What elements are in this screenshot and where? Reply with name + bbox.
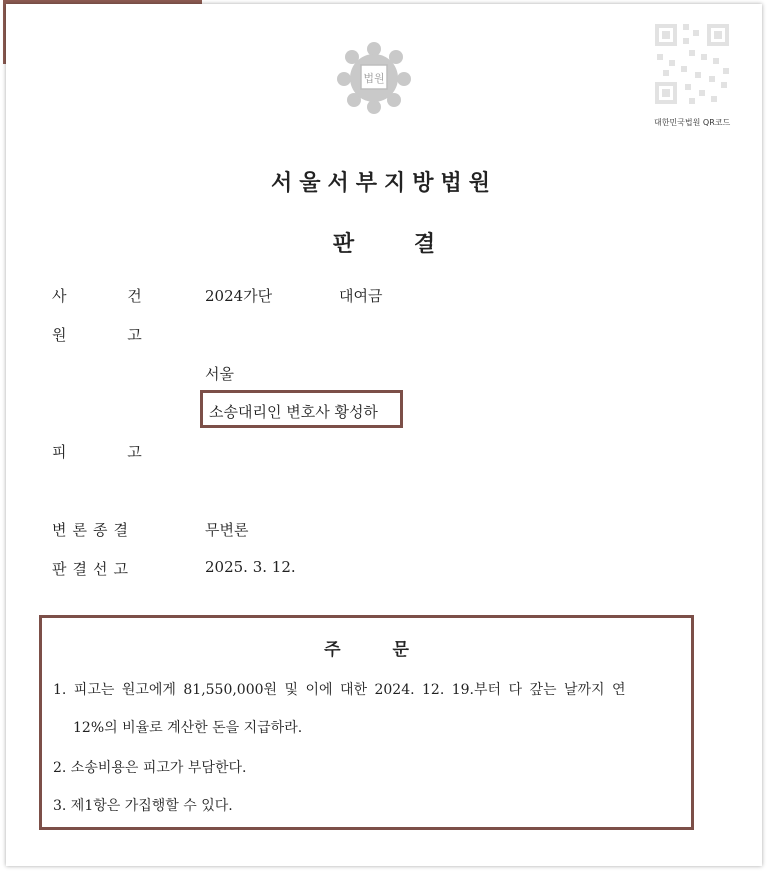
court-name: 서울서부지방법원 (270, 171, 498, 196)
order-item-1: 1. 피고는 원고에게 81,550,000원 및 이에 대한 2024. 12. 19.부터 다 갚는 날까지 연 (53, 682, 626, 698)
order-item-2: 2. 소송비용은 피고가 부담한다. (53, 760, 247, 776)
closing-value: 무변론 (205, 521, 249, 539)
plaintiff-counsel: 소송대리인 변호사 황성하 (209, 403, 378, 421)
ruling-date: 2025. 3. 12. (205, 558, 296, 576)
defendant-label: 피 고 (52, 443, 142, 461)
document-title: 판 결 (332, 232, 436, 257)
qr-code-icon (649, 18, 735, 110)
case-number: 2024가단 (205, 287, 273, 305)
qr-caption: 대한민국법원 QR코드 (654, 118, 731, 127)
plaintiff-address: 서울 (205, 365, 234, 383)
order-item-3: 3. 제1항은 가집행할 수 있다. (53, 798, 233, 814)
counsel-highlight-box (200, 390, 403, 428)
case-name: 대여금 (339, 287, 383, 305)
ruling-label: 판결선고 (52, 560, 134, 578)
closing-label: 변론종결 (52, 521, 134, 539)
order-section (39, 615, 694, 830)
seal-label: 법원 (363, 72, 385, 85)
plaintiff-label: 원 고 (52, 326, 142, 344)
order-item-1-cont: 12%의 비율로 계산한 돈을 지급하라. (73, 720, 303, 736)
order-title: 주 문 (324, 640, 409, 660)
court-seal-icon (334, 37, 414, 117)
case-label: 사 건 (52, 287, 142, 305)
